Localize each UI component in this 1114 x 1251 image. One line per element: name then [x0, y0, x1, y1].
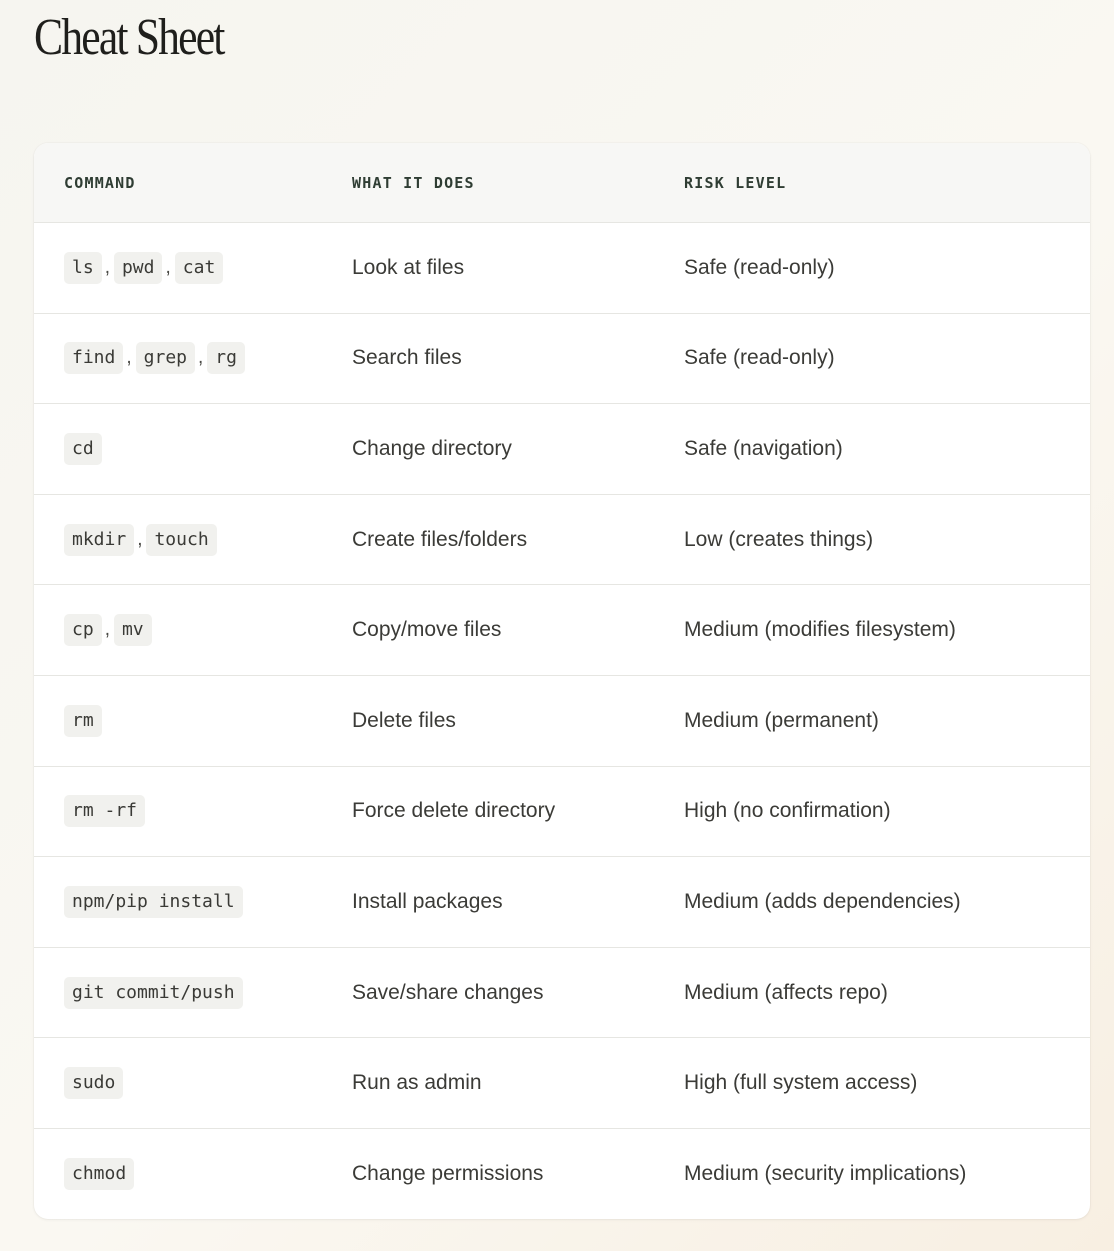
table-row — [34, 495, 1090, 586]
risk-level-cell: Medium (affects repo) — [684, 980, 888, 1004]
risk-level-cell: Medium (permanent) — [684, 708, 879, 732]
table-row — [34, 767, 1090, 858]
command-separator: , — [165, 256, 171, 278]
table-row — [34, 223, 1090, 314]
table-row — [34, 1129, 1090, 1219]
description-cell: Change permissions — [352, 1162, 544, 1186]
command-cell — [64, 767, 145, 857]
command-separator: , — [104, 256, 110, 278]
command-code: git commit/push — [64, 977, 243, 1009]
command-cell — [64, 314, 245, 404]
table-row — [34, 404, 1090, 495]
risk-level-cell: High (full system access) — [684, 1071, 918, 1095]
command-code: cat — [175, 252, 224, 284]
description-cell: Delete files — [352, 708, 456, 732]
command-separator: , — [126, 347, 132, 369]
column-header-command: COMMAND — [64, 174, 136, 192]
command-cell — [64, 404, 102, 494]
risk-level-cell: Safe (read-only) — [684, 255, 835, 279]
command-code: grep — [136, 342, 195, 374]
table-row — [34, 1038, 1090, 1129]
column-header-risk-level: RISK LEVEL — [684, 174, 787, 192]
command-code: cp — [64, 614, 102, 646]
description-cell: Search files — [352, 346, 462, 370]
table-row — [34, 676, 1090, 767]
command-code: sudo — [64, 1067, 123, 1099]
risk-level-cell: Medium (security implications) — [684, 1162, 967, 1186]
command-separator: , — [104, 619, 110, 641]
command-code: chmod — [64, 1158, 134, 1190]
command-code: npm/pip install — [64, 886, 243, 918]
description-cell: Look at files — [352, 255, 465, 279]
command-code: pwd — [114, 252, 163, 284]
risk-level-cell: Safe (read-only) — [684, 346, 835, 370]
command-code: rm -rf — [64, 795, 145, 827]
page-title: Cheat Sheet — [34, 9, 224, 66]
command-code: rg — [207, 342, 245, 374]
description-cell: Create files/folders — [352, 527, 528, 551]
command-separator: , — [198, 347, 204, 369]
command-cell — [64, 1129, 134, 1219]
description-cell: Run as admin — [352, 1071, 482, 1095]
risk-level-cell: Medium (modifies filesystem) — [684, 618, 956, 642]
description-cell: Force delete directory — [352, 799, 556, 823]
command-code: mv — [114, 614, 152, 646]
command-code: find — [64, 342, 123, 374]
command-cell — [64, 495, 217, 585]
table-header-row — [34, 143, 1090, 223]
command-cell — [64, 948, 243, 1038]
table-row — [34, 585, 1090, 676]
command-code: mkdir — [64, 524, 134, 556]
risk-level-cell: Low (creates things) — [684, 527, 874, 551]
command-code: touch — [146, 524, 216, 556]
description-cell: Install packages — [352, 889, 503, 913]
table-row — [34, 857, 1090, 948]
command-cell — [64, 585, 152, 675]
table-body — [34, 223, 1090, 1219]
risk-level-cell: Safe (navigation) — [684, 436, 843, 460]
command-code: cd — [64, 433, 102, 465]
description-cell: Copy/move files — [352, 618, 502, 642]
column-header-what-it-does: WHAT IT DOES — [352, 174, 475, 192]
command-cell — [64, 223, 223, 313]
command-code: rm — [64, 705, 102, 737]
command-cell — [64, 857, 243, 947]
command-code: ls — [64, 252, 102, 284]
risk-level-cell: Medium (adds dependencies) — [684, 889, 961, 913]
description-cell: Change directory — [352, 436, 512, 460]
table-row — [34, 314, 1090, 405]
table-row — [34, 948, 1090, 1039]
command-cell — [64, 676, 102, 766]
command-separator: , — [137, 528, 143, 550]
command-cell — [64, 1038, 123, 1128]
description-cell: Save/share changes — [352, 980, 544, 1004]
risk-level-cell: High (no confirmation) — [684, 799, 891, 823]
cheat-sheet-table — [34, 143, 1090, 1219]
